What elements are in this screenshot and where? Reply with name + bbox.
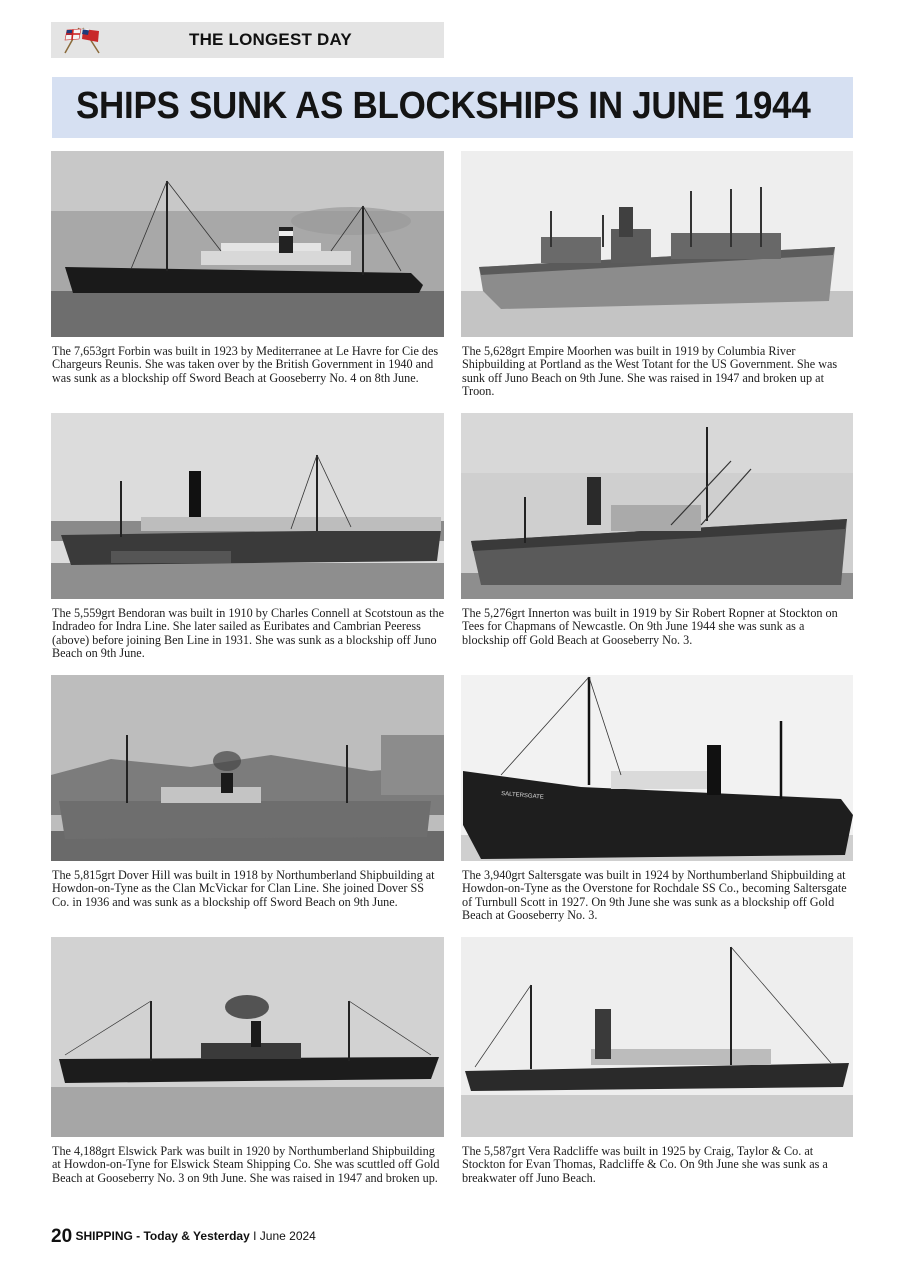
page-number: 20 bbox=[51, 1226, 73, 1247]
title-band bbox=[52, 77, 853, 138]
innerton-caption: The 5,276grt Innerton was built in 1919 by Sir Robert Ropner at Stockton on Tees for Chapmans of Newcastle. On 9th June 1944 she was sunk as a blockship off Gold Beach at Gooseberry No. 3. bbox=[462, 606, 838, 647]
vera-radcliffe-photo bbox=[461, 937, 853, 1137]
bendoran-caption: The 5,559grt Bendoran was built in 1910 by Charles Connell at Scotstoun as the Indradeo for Indra Line. She later sailed as Euribates and Cambrian Peeress (above) before joining Ben Line in 1931. She was sunk as a blockship off Juno Beach on 9th June. bbox=[52, 606, 444, 661]
innerton-photo bbox=[461, 413, 853, 599]
section-label: THE LONGEST DAY bbox=[189, 30, 352, 49]
issue-date: June 2024 bbox=[259, 1229, 316, 1243]
dover-hill-photo bbox=[51, 675, 444, 861]
elswick-park-caption: The 4,188grt Elswick Park was built in 1920 by Northumberland Shipbuilding at Howdon-on-Tyne for Elswick Steam Shipping Co. She was scuttled off Gold Beach at Gooseberry No. 3 on 9th June. She was raised in 1947 and broken up. bbox=[52, 1144, 440, 1185]
saltersgate-caption: The 3,940grt Saltersgate was built in 1924 by Northumberland Shipbuilding at Howdon-on-Tyne as the Overstone for Rochdale SS Co., becoming Saltersgate of Turnbull Scott in 1927. On 9th June she was sunk as a blockship off Gold Beach at Gooseberry No. 3. bbox=[462, 868, 847, 923]
empire-moorhen-caption: The 5,628grt Empire Moorhen was built in 1919 by Columbia River Shipbuilding at Portland as the West Totant for the US Government. She was sunk off Juno Beach on 9th June. She was raised in 1947 and broken up at Troon. bbox=[462, 344, 838, 399]
forbin-photo bbox=[51, 151, 444, 337]
page-title: SHIPS SUNK AS BLOCKSHIPS IN JUNE 1944 bbox=[76, 85, 811, 127]
page-footer bbox=[51, 1226, 316, 1248]
crossed-ensign-flags-icon bbox=[57, 25, 107, 55]
forbin-caption: The 7,653grt Forbin was built in 1923 by Mediterranee at Le Havre for Cie des Chargeurs Reunis. She was taken over by the British Government in 1940 and was sunk as a blockship off Sword Beach at Gooseberry No. 4 on 8th June. bbox=[52, 344, 439, 385]
saltersgate-photo bbox=[461, 675, 853, 861]
bendoran-photo bbox=[51, 413, 444, 599]
vera-radcliffe-caption: The 5,587grt Vera Radcliffe was built in 1925 by Craig, Taylor & Co. at Stockton for Evan Thomas, Radcliffe & Co. On 9th June she was sunk as a breakwater off Juno Beach. bbox=[462, 1144, 828, 1185]
magazine-name: SHIPPING - Today & Yesterday bbox=[75, 1229, 250, 1243]
dover-hill-caption: The 5,815grt Dover Hill was built in 1918 by Northumberland Shipbuilding at Howdon-on-Tyne as the Clan McVickar for Clan Line. She joined Dover SS Co. in 1936 and was sunk as a blockship off Sword Beach on 9th June. bbox=[52, 868, 435, 909]
elswick-park-photo bbox=[51, 937, 444, 1137]
empire-moorhen-photo bbox=[461, 151, 853, 337]
section-header bbox=[51, 22, 444, 58]
footer-separator: I bbox=[253, 1229, 257, 1243]
svg-text:SALTERSGATE: SALTERSGATE bbox=[500, 791, 544, 801]
